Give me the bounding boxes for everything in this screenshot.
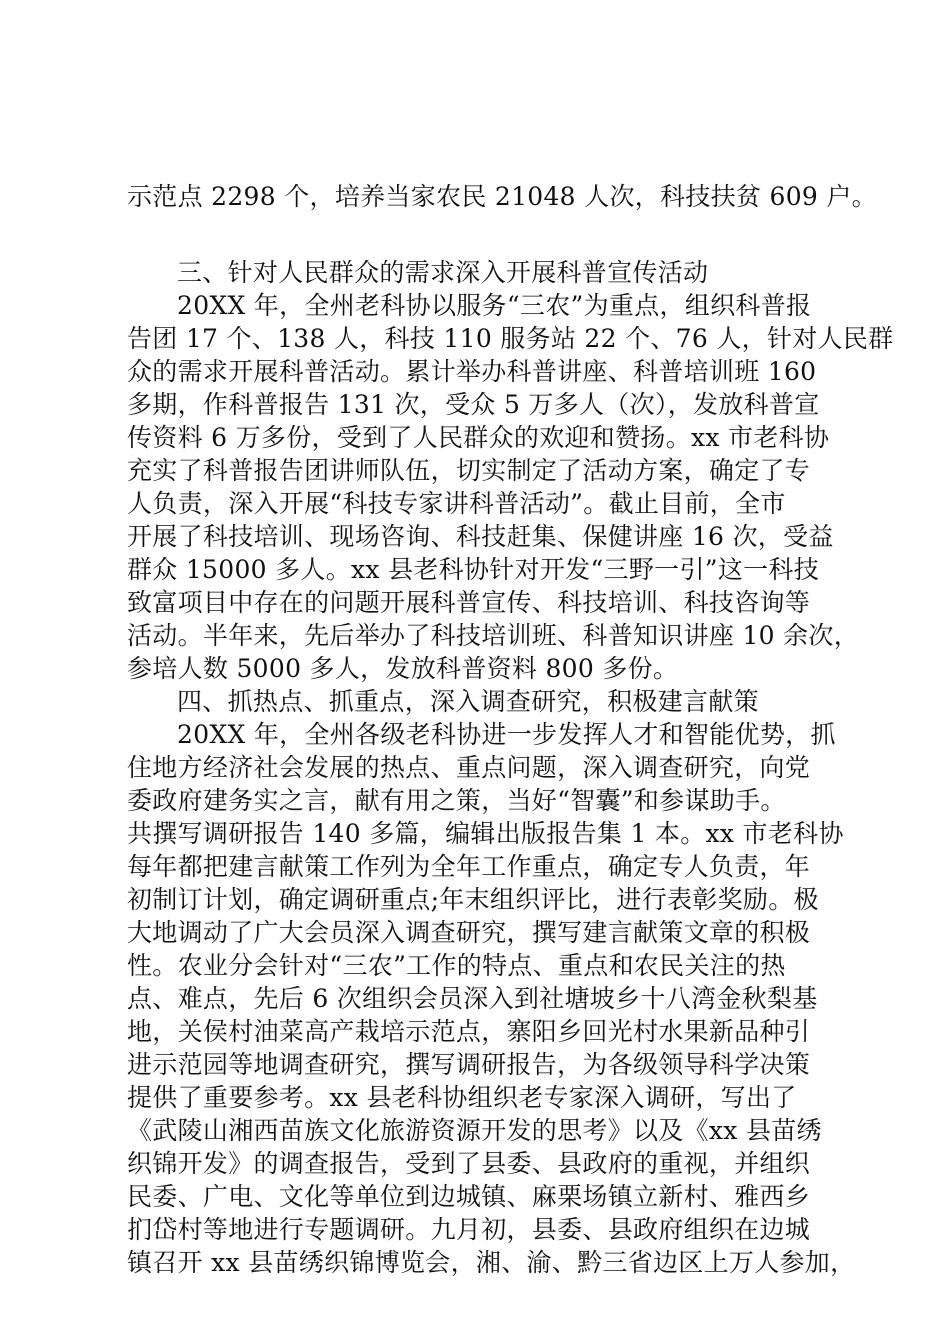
text-line: 众的需求开展科普活动。累计举办科普讲座、科普培训班 160	[127, 357, 817, 386]
text-line: 示范点 2298 个，培养当家农民 21048 人次，科技扶贫 609 户。	[127, 182, 877, 211]
text-line: 进示范园等地调查研究，撰写调研报告，为各级领导科学决策	[127, 1050, 811, 1079]
text-line: 每年都把建言献策工作列为全年工作重点，确定专人负责，年	[127, 852, 811, 881]
text-line: 《武陵山湘西苗族文化旅游资源开发的思考》以及《xx 县苗绣	[127, 1116, 822, 1145]
paragraph-first-line: 20XX 年，全州各级老科协进一步发挥人才和智能优势，抓	[177, 720, 836, 749]
text-line: 群众 15000 多人。xx 县老科协针对开发“三野一引”这一科技	[127, 555, 820, 584]
text-line: 点、难点，先后 6 次组织会员深入到社塘坡乡十八湾金秋梨基	[127, 984, 818, 1013]
text-line: 织锦开发》的调查报告，受到了县委、县政府的重视，并组织	[127, 1149, 811, 1178]
text-line: 告团 17 个、138 人，科技 110 服务站 22 个、76 人，针对人民群	[127, 324, 894, 353]
text-line: 大地调动了广大会员深入调查研究，撰写建言献策文章的积极	[127, 918, 811, 947]
text-line: 人负责，深入开展“科技专家讲科普活动”。截止目前，全市	[127, 489, 786, 518]
text-line: 活动。半年来，先后举办了科技培训班、科普知识讲座 10 余次，	[127, 621, 860, 650]
text-line: 参培人数 5000 多人，发放科普资料 800 多份。	[127, 654, 679, 683]
text-line: 充实了科普报告团讲师队伍，切实制定了活动方案，确定了专	[127, 456, 811, 485]
section-heading: 四、抓热点、抓重点，深入调查研究，积极建言献策	[177, 687, 759, 716]
text-line: 共撰写调研报告 140 多篇，编辑出版报告集 1 本。xx 市老科协	[127, 819, 844, 848]
text-line: 初制订计划，确定调研重点;年末组织评比，进行表彰奖励。极	[127, 885, 819, 914]
text-line: 多期，作科普报告 131 次，受众 5 万多人（次），发放科普宣	[127, 390, 820, 419]
text-line: 镇召开 xx 县苗绣织锦博览会，湘、渝、黔三省边区上万人参加，	[127, 1248, 856, 1277]
text-line: 开展了科技培训、现场咨询、科技赶集、保健讲座 16 次，受益	[127, 522, 834, 551]
text-line: 委政府建务实之言，献有用之策，当好“智囊”和参谋助手。	[127, 786, 786, 815]
text-line: 民委、广电、文化等单位到边城镇、麻栗场镇立新村、雅西乡	[127, 1182, 811, 1211]
text-line: 住地方经济社会发展的热点、重点问题，深入调查研究，向党	[127, 753, 811, 782]
text-line: 扪岱村等地进行专题调研。九月初，县委、县政府组织在边城	[127, 1215, 811, 1244]
text-line: 传资料 6 万多份，受到了人民群众的欢迎和赞扬。xx 市老科协	[127, 423, 830, 452]
text-line: 性。农业分会针对“三农”工作的特点、重点和农民关注的热	[127, 951, 786, 980]
paragraph-first-line: 20XX 年，全州老科协以服务“三农”为重点，组织科普报	[177, 291, 812, 320]
text-line: 致富项目中存在的问题开展科普宣传、科技培训、科技咨询等	[127, 588, 811, 617]
text-line: 地，关侯村油菜高产栽培示范点，寨阳乡回光村水果新品种引	[127, 1017, 811, 1046]
section-heading: 三、针对人民群众的需求深入开展科普宣传活动	[177, 258, 709, 287]
text-line: 提供了重要参考。xx 县老科协组织老专家深入调研，写出了	[127, 1083, 797, 1112]
